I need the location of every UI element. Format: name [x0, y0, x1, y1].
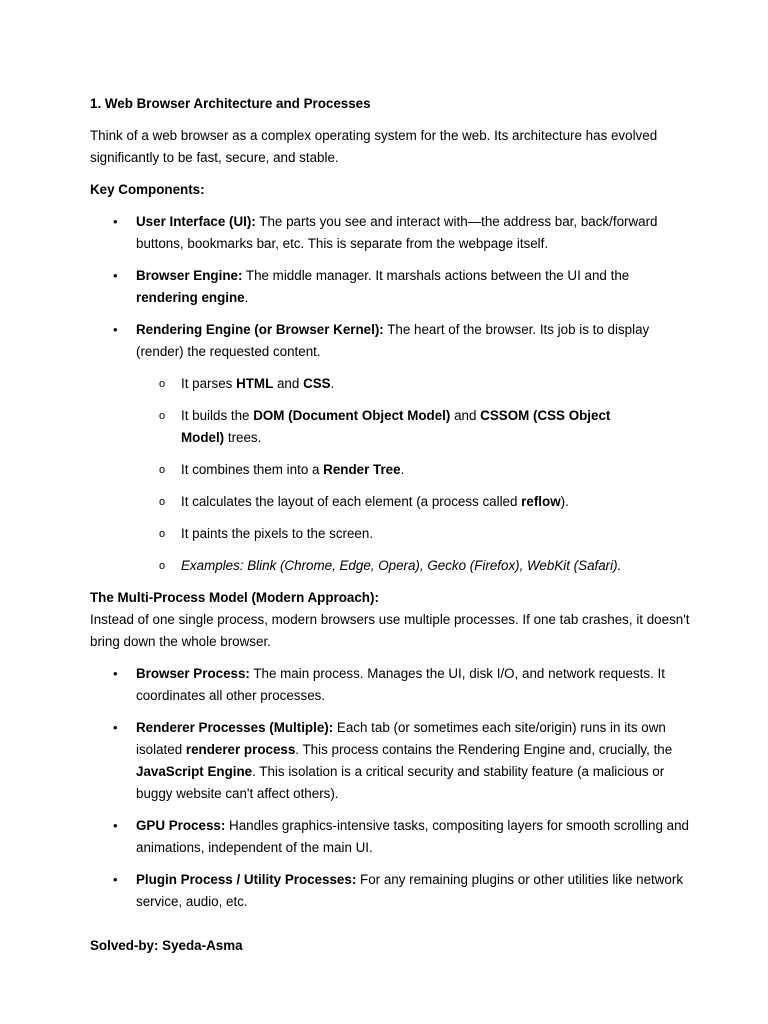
sub-list-item [136, 405, 690, 449]
process-text: Handles graphics-intensive tasks, compositing layers for smooth scrolling and animations, independent of the main UI. [136, 818, 689, 855]
bullet-icon: • [113, 322, 118, 337]
circle-bullet-icon: o [159, 496, 166, 508]
list-item [90, 265, 690, 309]
process-text: The main process. Manages the UI, disk I/O, and network requests. It coordinates all other processes. [136, 666, 665, 703]
circle-bullet-icon: o [159, 528, 166, 540]
rendering-steps-list [136, 373, 690, 577]
component-text: The parts you see and interact with—the address bar, back/forward buttons, bookmarks bar, etc. This is separate from the webpage itself. [136, 214, 658, 251]
bullet-icon: • [113, 666, 118, 681]
bullet-icon: • [113, 268, 118, 283]
list-item [90, 663, 690, 707]
step-text: ). [560, 494, 569, 509]
process-label: GPU Process: [136, 818, 226, 833]
sub-list-item [136, 491, 690, 513]
process-text: For any remaining plugins or other utilities like network service, audio, etc. [136, 872, 684, 909]
bullet-icon: • [113, 872, 118, 887]
component-label: User Interface (UI): [136, 214, 256, 229]
sub-list-item [136, 459, 690, 481]
component-text: The middle manager. It marshals actions between the UI and the [242, 268, 630, 283]
list-item [90, 717, 690, 805]
component-label: Rendering Engine (or Browser Kernel): [136, 322, 384, 337]
step-text: trees. [224, 430, 262, 445]
bullet-icon: • [113, 720, 118, 735]
step-text: It calculates the layout of each element (a process called [181, 494, 522, 509]
sub-list-item [136, 523, 690, 545]
process-label: Plugin Process / Utility Processes: [136, 872, 357, 887]
step-text: and [273, 376, 304, 391]
process-text-bold: JavaScript Engine [136, 764, 253, 779]
multiprocess-heading: The Multi-Process Model (Modern Approach): [90, 590, 379, 605]
step-text: It paints the pixels to the screen. [181, 526, 374, 541]
key-components-list [90, 211, 690, 577]
step-text: It parses [181, 376, 237, 391]
process-text: . This process contains the Rendering Engine and, crucially, the [295, 742, 673, 757]
circle-bullet-icon: o [159, 378, 166, 390]
process-label: Renderer Processes (Multiple): [136, 720, 334, 735]
step-text-bold: Render Tree [323, 462, 401, 477]
sub-list-item [136, 555, 690, 577]
step-text-bold: CSS [303, 376, 331, 391]
step-text-bold: HTML [236, 376, 274, 391]
step-text-bold: DOM (Document Object Model) [253, 408, 451, 423]
circle-bullet-icon: o [159, 560, 166, 572]
intro-paragraph: Think of a web browser as a complex operating system for the web. Its architecture has evolved significantly to be fast, secure, and stable. [90, 128, 658, 165]
step-text: . [400, 462, 405, 477]
process-text-bold: renderer process [185, 742, 296, 757]
bullet-icon: • [113, 818, 118, 833]
sub-list-item [136, 373, 690, 395]
circle-bullet-icon: o [159, 410, 166, 422]
component-text-bold: rendering engine [136, 290, 245, 305]
step-text: . [330, 376, 335, 391]
step-text-bold: reflow [521, 494, 561, 509]
component-text: . [244, 290, 249, 305]
processes-list [90, 663, 690, 913]
step-text: and [450, 408, 481, 423]
list-item [90, 319, 690, 577]
document-title: 1. Web Browser Architecture and Processes [90, 96, 371, 111]
examples-text: Examples: Blink (Chrome, Edge, Opera), Gecko (Firefox), WebKit (Safari). [181, 558, 622, 573]
multiprocess-intro: Instead of one single process, modern browsers use multiple processes. If one tab crashes, it doesn't bring down the whole browser. [90, 612, 690, 649]
step-text: It builds the [181, 408, 254, 423]
circle-bullet-icon: o [159, 464, 166, 476]
component-label: Browser Engine: [136, 268, 243, 283]
component-text: The heart of the browser. Its job is to display (render) the requested content. [136, 322, 650, 359]
process-label: Browser Process: [136, 666, 250, 681]
step-text-bold: CSSOM (CSS Object Model) [181, 408, 611, 445]
list-item [90, 815, 690, 859]
document-page [90, 93, 690, 957]
key-components-heading: Key Components: [90, 182, 205, 197]
process-text: . This isolation is a critical security and stability feature (a malicious or buggy website can't affect others). [136, 764, 665, 801]
list-item [90, 211, 690, 255]
list-item [90, 869, 690, 913]
signature: Solved-by: Syeda-Asma [90, 938, 243, 953]
step-text: It combines them into a [181, 462, 324, 477]
bullet-icon: • [113, 214, 118, 229]
process-text: Each tab (or sometimes each site/origin) runs in its own isolated [136, 720, 666, 757]
